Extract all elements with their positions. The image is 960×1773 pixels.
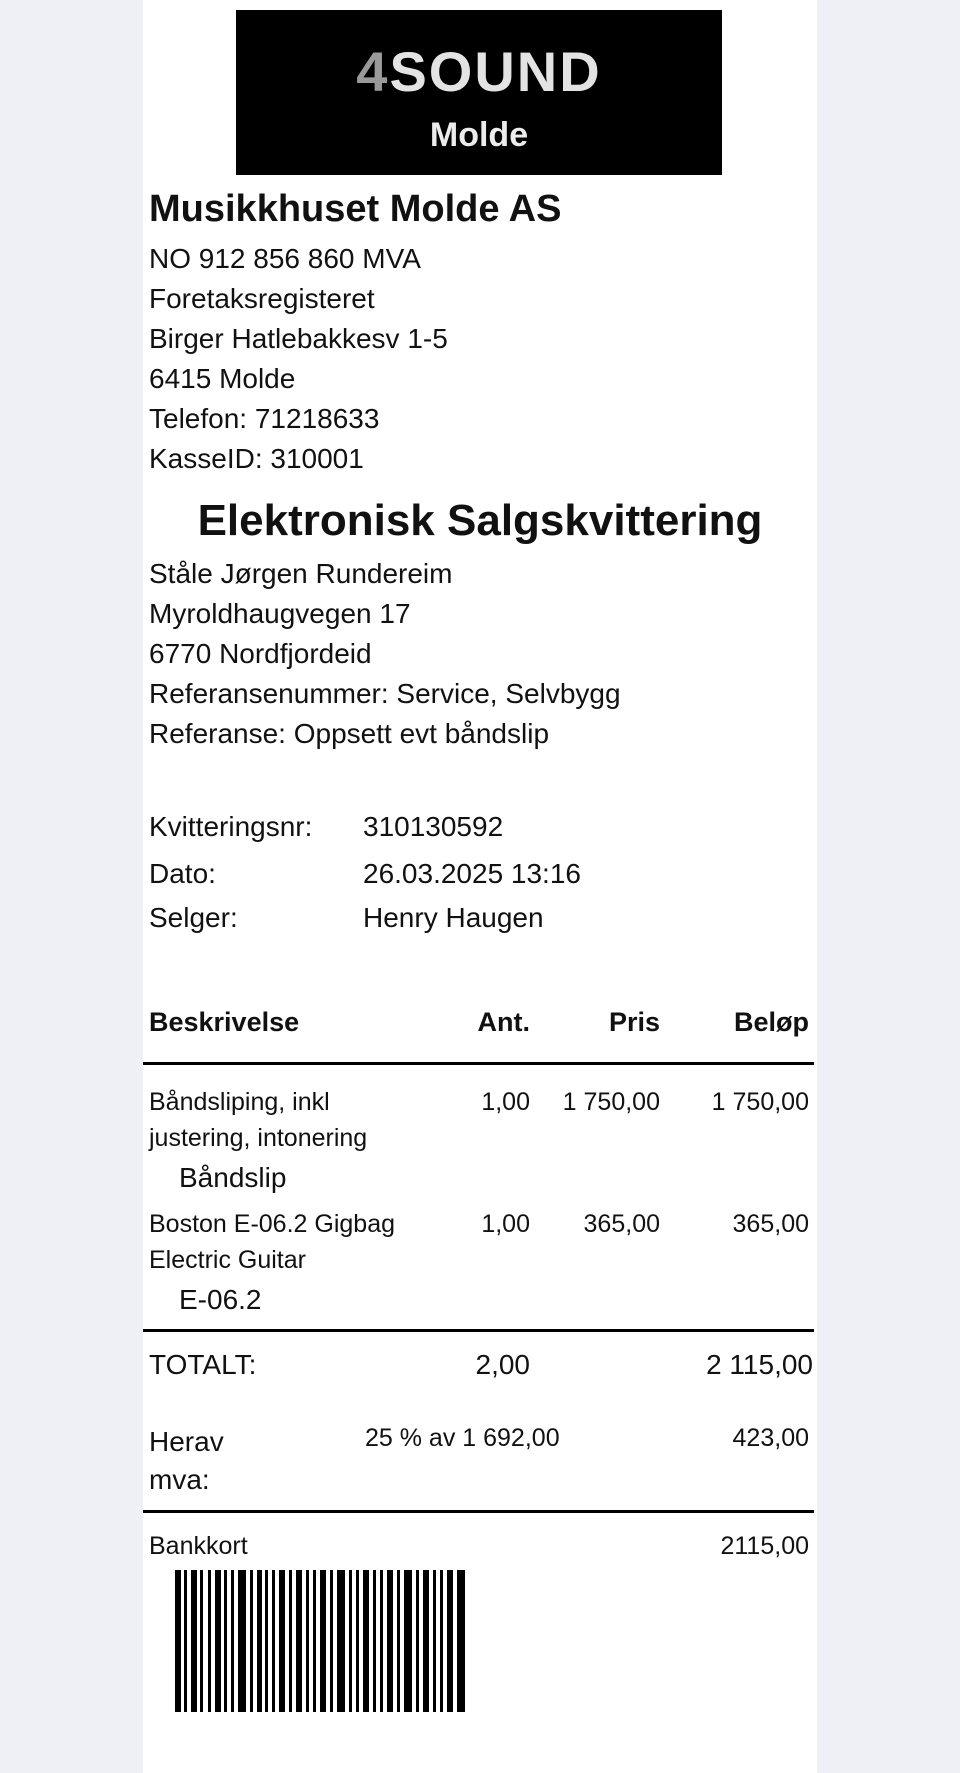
header-rule <box>143 1062 814 1065</box>
company-register: Foretaksregisteret <box>149 283 375 314</box>
logo-brand-name: SOUND <box>389 40 602 103</box>
document-title: Elektronisk Salgskvittering <box>197 496 763 545</box>
reference-number: Referansenummer: Service, Selvbygg <box>149 678 621 709</box>
row-amount: 365,00 <box>732 1210 809 1238</box>
seller-label: Selger: <box>149 902 238 933</box>
customer-postal: 6770 Nordfjordeid <box>149 638 372 669</box>
receipt-number-label: Kvitteringsnr: <box>149 811 313 842</box>
row-description-line2: justering, intonering <box>149 1124 368 1152</box>
payment-amount: 2115,00 <box>720 1532 809 1560</box>
total-amount: 2 115,00 <box>706 1349 813 1380</box>
header-amount: Beløp <box>733 1007 809 1037</box>
company-name: Musikkhuset Molde AS <box>149 188 562 230</box>
row-price: 1 750,00 <box>562 1088 660 1116</box>
register-id: KasseID: 310001 <box>149 443 364 474</box>
totals-rule <box>143 1510 814 1513</box>
row-description-line1: Båndsliping, inkl <box>149 1088 330 1116</box>
items-rule <box>143 1329 814 1332</box>
row-price: 365,00 <box>583 1210 660 1238</box>
logo-location: Molde <box>429 116 529 154</box>
barcode <box>175 1570 465 1712</box>
company-vat: NO 912 856 860 MVA <box>149 243 421 274</box>
row-qty: 1,00 <box>481 1088 530 1116</box>
company-address: Birger Hatlebakkesv 1-5 <box>149 323 448 354</box>
row-sub-label: Båndslip <box>179 1162 287 1193</box>
vat-label-line1: Herav <box>149 1426 224 1457</box>
store-logo <box>236 10 722 175</box>
vat-label-line2: mva: <box>149 1464 210 1495</box>
header-qty: Ant. <box>477 1007 530 1037</box>
total-qty: 2,00 <box>475 1349 530 1380</box>
row-sub-label: E-06.2 <box>179 1284 262 1315</box>
receipt-number: 310130592 <box>363 811 504 842</box>
row-description-line1: Boston E-06.2 Gigbag <box>149 1210 395 1238</box>
logo-brand-prefix: 4 <box>356 40 390 103</box>
customer-address: Myroldhaugvegen 17 <box>149 598 411 629</box>
date-value: 26.03.2025 13:16 <box>363 858 581 889</box>
header-description: Beskrivelse <box>149 1007 300 1037</box>
header-price: Pris <box>608 1007 660 1037</box>
reference: Referanse: Oppsett evt båndslip <box>149 718 550 749</box>
row-description-line2: Electric Guitar <box>149 1246 306 1274</box>
payment-method: Bankkort <box>149 1532 248 1560</box>
row-amount: 1 750,00 <box>711 1088 809 1116</box>
vat-basis: 25 % av 1 692,00 <box>365 1424 560 1452</box>
vat-amount: 423,00 <box>732 1424 809 1452</box>
receipt <box>143 0 817 1773</box>
seller-name: Henry Haugen <box>363 902 544 933</box>
customer-name: Ståle Jørgen Rundereim <box>149 558 453 589</box>
company-postal: 6415 Molde <box>149 363 296 394</box>
company-phone: Telefon: 71218633 <box>149 403 380 434</box>
row-qty: 1,00 <box>481 1210 530 1238</box>
logo-brand <box>236 40 722 103</box>
total-label: TOTALT: <box>149 1349 257 1380</box>
date-label: Dato: <box>149 858 216 889</box>
